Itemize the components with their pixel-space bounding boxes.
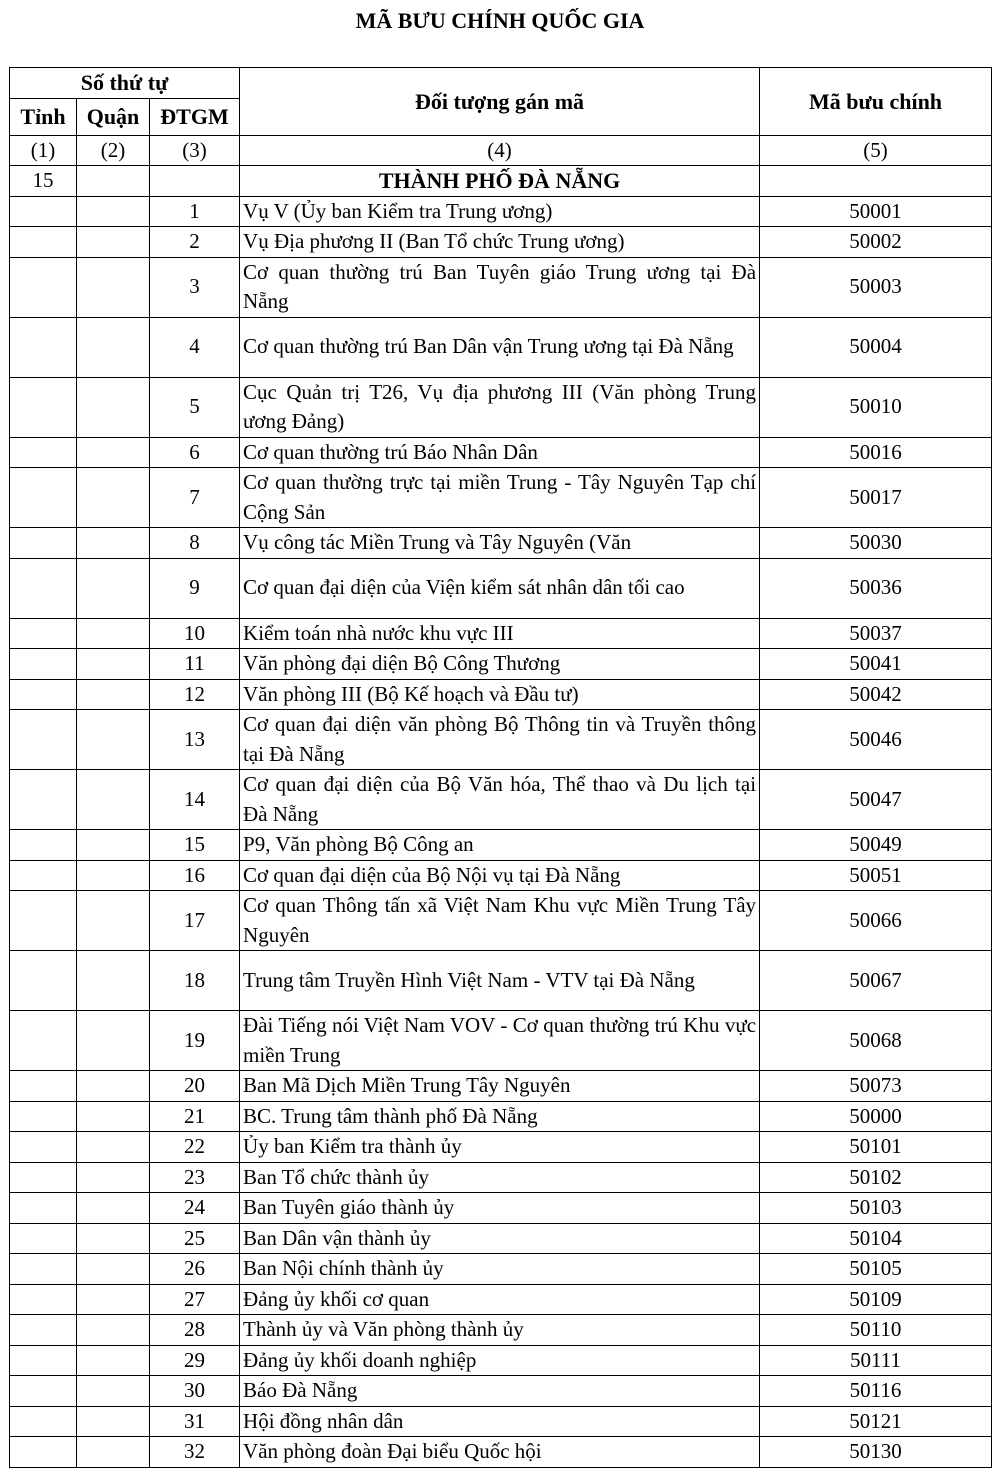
quan-cell: [77, 1406, 150, 1437]
tinh-cell: [10, 710, 77, 770]
row-number: 11: [150, 649, 240, 680]
tinh-cell: [10, 227, 77, 258]
row-object: Cơ quan thường trú Ban Dân vận Trung ương tại Đà Nẵng: [240, 317, 760, 377]
table-row: [10, 1284, 992, 1315]
quan-cell: [77, 196, 150, 227]
row-number: 26: [150, 1254, 240, 1285]
quan-cell: [77, 1101, 150, 1132]
tinh-cell: [10, 1315, 77, 1346]
column-number: (5): [760, 135, 992, 166]
tinh-cell: [10, 377, 77, 437]
row-number: 23: [150, 1162, 240, 1193]
row-number: 30: [150, 1376, 240, 1407]
quan-cell: [77, 468, 150, 528]
table-row: [10, 1254, 992, 1285]
row-object: Ban Tuyên giáo thành ủy: [240, 1193, 760, 1224]
tinh-cell: [10, 618, 77, 649]
quan-cell: [77, 1254, 150, 1285]
quan-cell: [77, 437, 150, 468]
tinh-cell: [10, 770, 77, 830]
table-row: [10, 1376, 992, 1407]
quan-cell: [77, 1071, 150, 1102]
quan-cell: [77, 710, 150, 770]
empty-cell: [77, 166, 150, 197]
row-number: 19: [150, 1011, 240, 1071]
row-number: 10: [150, 618, 240, 649]
row-postal-code: 50111: [760, 1345, 992, 1376]
table-row: [10, 649, 992, 680]
row-number: 8: [150, 528, 240, 559]
empty-cell: [150, 166, 240, 197]
table-row: [10, 951, 992, 1011]
row-postal-code: 50000: [760, 1101, 992, 1132]
row-number: 27: [150, 1284, 240, 1315]
row-object: Đài Tiếng nói Việt Nam VOV - Cơ quan thường trú Khu vực miền Trung: [240, 1011, 760, 1071]
quan-cell: [77, 1437, 150, 1468]
table-row: [10, 377, 992, 437]
tinh-cell: [10, 1193, 77, 1224]
quan-cell: [77, 1132, 150, 1163]
row-object: Vụ Địa phương II (Ban Tổ chức Trung ương): [240, 227, 760, 258]
row-number: 5: [150, 377, 240, 437]
row-object: Cơ quan thường trực tại miền Trung - Tây Nguyên Tạp chí Cộng Sản: [240, 468, 760, 528]
row-object: Đảng ủy khối cơ quan: [240, 1284, 760, 1315]
row-object: Cơ quan đại diện của Bộ Văn hóa, Thể thao và Du lịch tại Đà Nẵng: [240, 770, 760, 830]
row-object: Cơ quan đại diện văn phòng Bộ Thông tin và Truyền thông tại Đà Nẵng: [240, 710, 760, 770]
row-number: 17: [150, 891, 240, 951]
tinh-cell: [10, 468, 77, 528]
quan-cell: [77, 377, 150, 437]
row-postal-code: 50036: [760, 558, 992, 618]
row-number: 31: [150, 1406, 240, 1437]
row-postal-code: 50004: [760, 317, 992, 377]
province-row: [10, 166, 992, 197]
table-row: [10, 860, 992, 891]
row-postal-code: 50046: [760, 710, 992, 770]
tinh-cell: [10, 951, 77, 1011]
tinh-cell: [10, 1071, 77, 1102]
tinh-cell: [10, 1011, 77, 1071]
row-number: 9: [150, 558, 240, 618]
tinh-cell: [10, 1132, 77, 1163]
row-number: 7: [150, 468, 240, 528]
column-number: (3): [150, 135, 240, 166]
row-number: 29: [150, 1345, 240, 1376]
row-number: 15: [150, 830, 240, 861]
table-row: [10, 1011, 992, 1071]
column-number: (2): [77, 135, 150, 166]
row-postal-code: 50051: [760, 860, 992, 891]
quan-cell: [77, 257, 150, 317]
table-row: [10, 1132, 992, 1163]
table-row: [10, 227, 992, 258]
row-number: 3: [150, 257, 240, 317]
row-object: Cục Quản trị T26, Vụ địa phương III (Văn phòng Trung ương Đảng): [240, 377, 760, 437]
quan-cell: [77, 1376, 150, 1407]
tinh-cell: [10, 679, 77, 710]
row-object: Ban Dân vận thành ủy: [240, 1223, 760, 1254]
row-number: 25: [150, 1223, 240, 1254]
row-object: Văn phòng đại diện Bộ Công Thương: [240, 649, 760, 680]
tinh-cell: [10, 1162, 77, 1193]
row-number: 21: [150, 1101, 240, 1132]
table-row: [10, 1193, 992, 1224]
tinh-cell: [10, 196, 77, 227]
quan-cell: [77, 528, 150, 559]
row-postal-code: 50003: [760, 257, 992, 317]
tinh-cell: [10, 1376, 77, 1407]
quan-cell: [77, 1193, 150, 1224]
tinh-cell: [10, 1406, 77, 1437]
column-number: (4): [240, 135, 760, 166]
table-row: [10, 468, 992, 528]
table-row: [10, 558, 992, 618]
quan-cell: [77, 558, 150, 618]
row-object: Ban Tổ chức thành ủy: [240, 1162, 760, 1193]
row-postal-code: 50002: [760, 227, 992, 258]
row-object: Báo Đà Nẵng: [240, 1376, 760, 1407]
header-quan: Quận: [77, 98, 150, 135]
row-number: 1: [150, 196, 240, 227]
tinh-cell: [10, 1284, 77, 1315]
tinh-cell: [10, 528, 77, 559]
row-object: Vụ V (Ủy ban Kiểm tra Trung ương): [240, 196, 760, 227]
table-row: [10, 770, 992, 830]
row-object: BC. Trung tâm thành phố Đà Nẵng: [240, 1101, 760, 1132]
row-number: 20: [150, 1071, 240, 1102]
table-row: [10, 710, 992, 770]
row-postal-code: 50103: [760, 1193, 992, 1224]
tinh-cell: [10, 891, 77, 951]
table-row: [10, 830, 992, 861]
quan-cell: [77, 830, 150, 861]
table-row: [10, 1101, 992, 1132]
quan-cell: [77, 891, 150, 951]
row-number: 2: [150, 227, 240, 258]
row-object: Ủy ban Kiểm tra thành ủy: [240, 1132, 760, 1163]
tinh-cell: [10, 860, 77, 891]
quan-cell: [77, 679, 150, 710]
province-number: 15: [10, 166, 77, 197]
column-number-row: [10, 135, 992, 166]
row-number: 16: [150, 860, 240, 891]
row-number: 14: [150, 770, 240, 830]
table-row: [10, 1071, 992, 1102]
row-object: Cơ quan đại diện của Bộ Nội vụ tại Đà Nẵng: [240, 860, 760, 891]
table-row: [10, 1406, 992, 1437]
row-postal-code: 50047: [760, 770, 992, 830]
row-number: 32: [150, 1437, 240, 1468]
row-object: Cơ quan thường trú Ban Tuyên giáo Trung ương tại Đà Nẵng: [240, 257, 760, 317]
quan-cell: [77, 770, 150, 830]
row-number: 12: [150, 679, 240, 710]
row-postal-code: 50001: [760, 196, 992, 227]
tinh-cell: [10, 257, 77, 317]
row-number: 28: [150, 1315, 240, 1346]
row-postal-code: 50110: [760, 1315, 992, 1346]
row-object: Cơ quan thường trú Báo Nhân Dân: [240, 437, 760, 468]
table-row: [10, 1223, 992, 1254]
row-object: Ban Nội chính thành ủy: [240, 1254, 760, 1285]
row-postal-code: 50109: [760, 1284, 992, 1315]
tinh-cell: [10, 649, 77, 680]
row-object: Vụ công tác Miền Trung và Tây Nguyên (Văn: [240, 528, 760, 559]
table-row: [10, 257, 992, 317]
quan-cell: [77, 317, 150, 377]
header-tinh: Tỉnh: [10, 98, 77, 135]
quan-cell: [77, 649, 150, 680]
header-ma-buu-chinh: Mã bưu chính: [760, 68, 992, 136]
page-title: MÃ BƯU CHÍNH QUỐC GIA: [355, 8, 645, 33]
row-object: P9, Văn phòng Bộ Công an: [240, 830, 760, 861]
row-number: 13: [150, 710, 240, 770]
row-postal-code: 50042: [760, 679, 992, 710]
row-number: 22: [150, 1132, 240, 1163]
row-object: Đảng ủy khối doanh nghiệp: [240, 1345, 760, 1376]
tinh-cell: [10, 558, 77, 618]
row-postal-code: 50017: [760, 468, 992, 528]
row-postal-code: 50105: [760, 1254, 992, 1285]
province-name: THÀNH PHỐ ĐÀ NẴNG: [240, 166, 760, 197]
row-postal-code: 50104: [760, 1223, 992, 1254]
row-postal-code: 50101: [760, 1132, 992, 1163]
row-object: Cơ quan Thông tấn xã Việt Nam Khu vực Miền Trung Tây Nguyên: [240, 891, 760, 951]
table-row: [10, 1437, 992, 1468]
quan-cell: [77, 1284, 150, 1315]
row-postal-code: 50102: [760, 1162, 992, 1193]
empty-cell: [760, 166, 992, 197]
quan-cell: [77, 1162, 150, 1193]
table-row: [10, 679, 992, 710]
quan-cell: [77, 1011, 150, 1071]
row-postal-code: 50068: [760, 1011, 992, 1071]
row-postal-code: 50121: [760, 1406, 992, 1437]
row-object: Văn phòng III (Bộ Kế hoạch và Đầu tư): [240, 679, 760, 710]
tinh-cell: [10, 1345, 77, 1376]
row-postal-code: 50073: [760, 1071, 992, 1102]
row-number: 18: [150, 951, 240, 1011]
table-row: [10, 528, 992, 559]
tinh-cell: [10, 1101, 77, 1132]
row-postal-code: 50016: [760, 437, 992, 468]
row-postal-code: 50116: [760, 1376, 992, 1407]
tinh-cell: [10, 1437, 77, 1468]
header-dtgm: ĐTGM: [150, 98, 240, 135]
table-row: [10, 196, 992, 227]
row-postal-code: 50130: [760, 1437, 992, 1468]
quan-cell: [77, 618, 150, 649]
tinh-cell: [10, 830, 77, 861]
row-postal-code: 50010: [760, 377, 992, 437]
row-object: Ban Mã Dịch Miền Trung Tây Nguyên: [240, 1071, 760, 1102]
quan-cell: [77, 1315, 150, 1346]
column-number: (1): [10, 135, 77, 166]
header-so-thu-tu: Số thứ tự: [10, 68, 240, 99]
row-object: Kiểm toán nhà nước khu vực III: [240, 618, 760, 649]
tinh-cell: [10, 1223, 77, 1254]
tinh-cell: [10, 437, 77, 468]
table-row: [10, 618, 992, 649]
table-row: [10, 891, 992, 951]
quan-cell: [77, 1345, 150, 1376]
quan-cell: [77, 951, 150, 1011]
postal-code-table: [9, 67, 992, 1468]
table-row: [10, 1345, 992, 1376]
quan-cell: [77, 860, 150, 891]
tinh-cell: [10, 317, 77, 377]
row-object: Văn phòng đoàn Đại biểu Quốc hội: [240, 1437, 760, 1468]
row-number: 6: [150, 437, 240, 468]
row-number: 4: [150, 317, 240, 377]
row-postal-code: 50066: [760, 891, 992, 951]
table-row: [10, 1315, 992, 1346]
row-postal-code: 50037: [760, 618, 992, 649]
quan-cell: [77, 1223, 150, 1254]
tinh-cell: [10, 1254, 77, 1285]
row-postal-code: 50049: [760, 830, 992, 861]
header-doi-tuong: Đối tượng gán mã: [240, 68, 760, 136]
row-postal-code: 50067: [760, 951, 992, 1011]
row-object: Hội đồng nhân dân: [240, 1406, 760, 1437]
quan-cell: [77, 227, 150, 258]
table-row: [10, 317, 992, 377]
row-postal-code: 50030: [760, 528, 992, 559]
row-object: Cơ quan đại diện của Viện kiểm sát nhân dân tối cao: [240, 558, 760, 618]
table-row: [10, 437, 992, 468]
row-object: Thành ủy và Văn phòng thành ủy: [240, 1315, 760, 1346]
row-postal-code: 50041: [760, 649, 992, 680]
table-row: [10, 1162, 992, 1193]
row-number: 24: [150, 1193, 240, 1224]
row-object: Trung tâm Truyền Hình Việt Nam - VTV tại Đà Nẵng: [240, 951, 760, 1011]
